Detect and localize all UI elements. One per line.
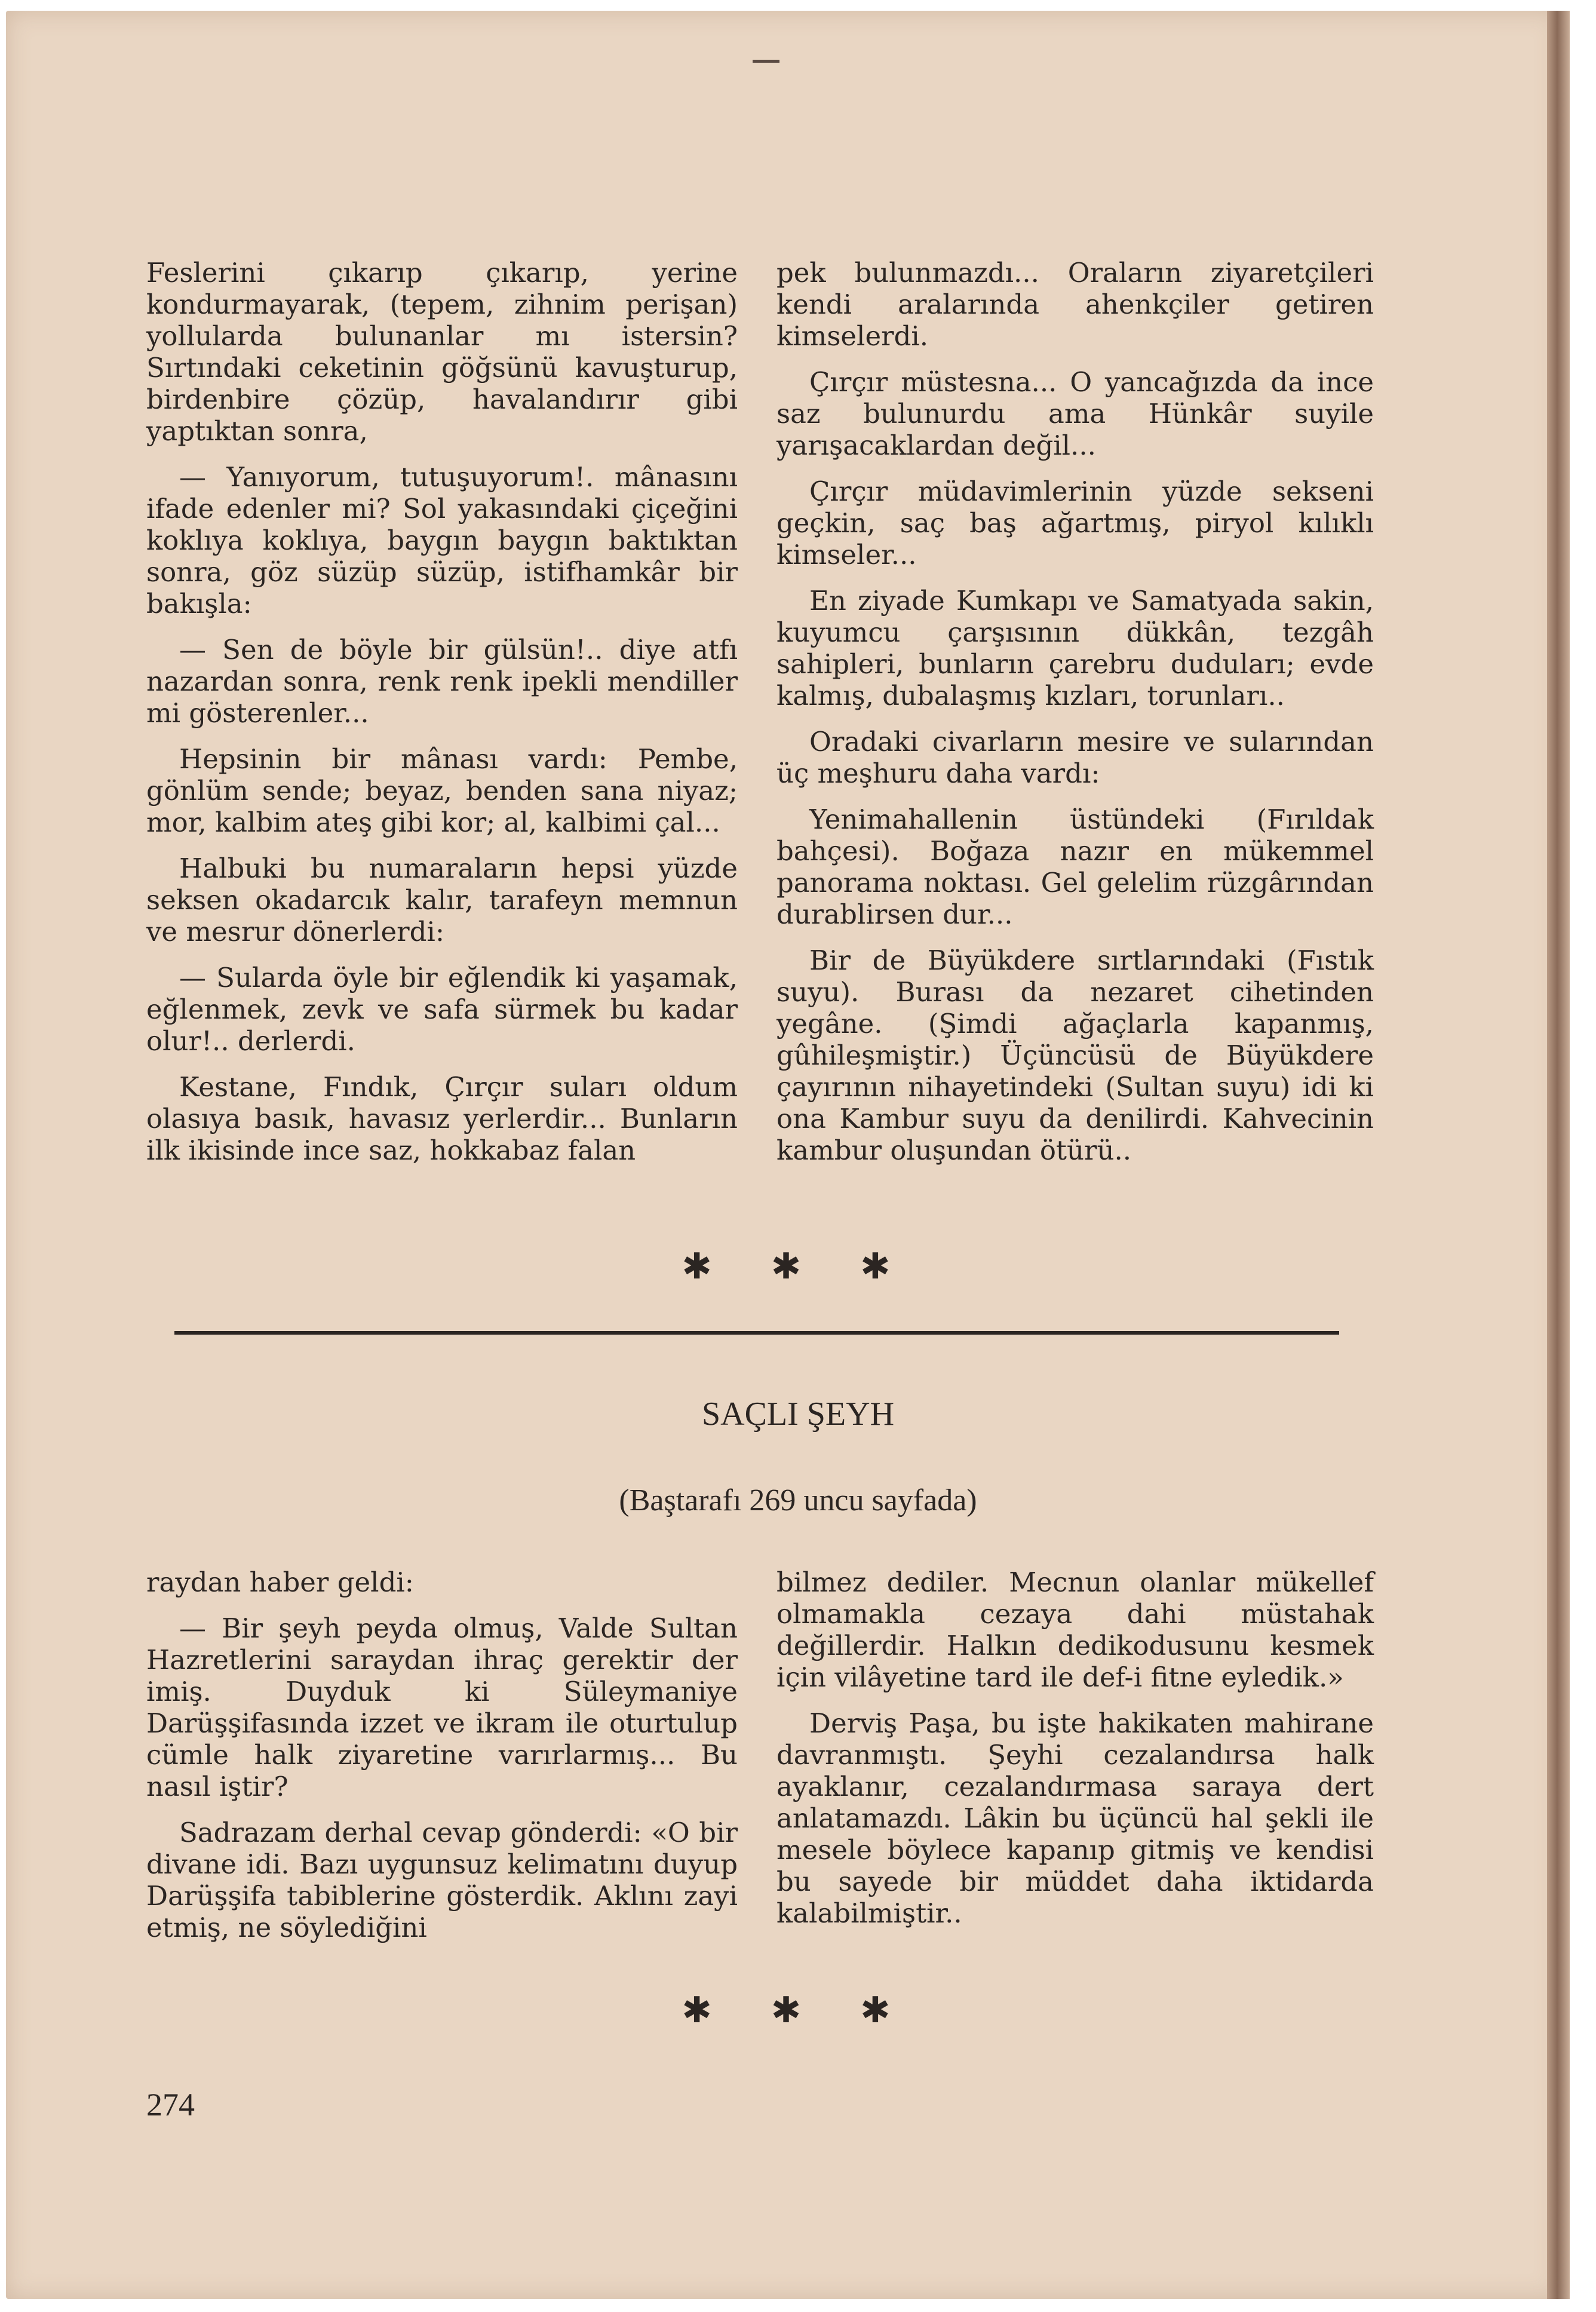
paragraph: pek bulunmazdı... Oraların ziyaretçileri kendi aralarında ahenkçiler getiren kimselerdi. [776,257,1374,352]
paragraph: — Yanıyorum, tutuşuyorum!. mânasını ifade edenler mi? Sol yakasındaki çiçeğini koklıya koklıya, baygın baygın baktıktan sonra, göz süzüp süzüp, istifhamkâr bir bakışla: [146,461,738,620]
article-right-column [776,1566,1374,1943]
paragraph: Yenimahallenin üstündeki (Fırıldak bahçesi). Boğaza nazır en mükemmel panorama noktası. Gel gelelim rüzgârından durablirsen dur... [776,804,1374,930]
bottom-stars: ✱ ✱ ✱ [682,1989,914,2031]
paragraph: bilmez dediler. Mecnun olanlar mükellef olmamakla cezaya dahi müstahak değillerdir. Halkın dedikodusunu kesmek için vilâyetine tard ile def-i fitne eyledik.» [776,1566,1374,1693]
article-subtitle: (Baştarafı 269 uncu sayfada) [619,1483,977,1517]
paragraph: — Bir şeyh peyda olmuş, Valde Sultan Hazretlerini saraydan ihraç gerektir der imiş. Duyduk ki Süleymaniye Darüşşifasında izzet ve ikram ile oturtulup cümle halk ziyaretine varırlarmış... Bu nasıl iştir? [146,1612,738,1802]
paragraph: Halbuki bu numaraların hepsi yüzde seksen okadarcık kalır, tarafeyn memnun ve mesrur dönerlerdi: [146,853,738,948]
top-right-column [776,257,1374,1180]
paragraph: Hepsinin bir mânası vardı: Pembe, gönlüm sende; beyaz, benden sana niyaz; mor, kalbim ateş gibi kor; al, kalbimi çal... [146,743,738,838]
paragraph: Derviş Paşa, bu işte hakikaten mahirane davranmıştı. Şeyhi cezalandırsa halk ayaklanır, cezalandırmasa saraya dert anlatamazdı. Lâkin bu üçüncü hal şekli ile mesele böylece kapanıp gitmiş ve kendisi bu sayede bir müddet daha iktidarda kalabilmiştir.. [776,1707,1374,1929]
article-title: SAÇLI ŞEYH [701,1396,895,1433]
top-mark [753,60,779,63]
page-edge-shadow [1547,11,1570,2299]
paragraph: Bir de Büyükdere sırtlarındaki (Fıstık suyu). Burası da nezaret cihetinden yegâne. (Şimdi ağaçlarla kapanmış, gûhileşmiştir.) Üçüncüsü de Büyükdere çayırının nihayetindeki (Sultan suyu) idi ki ona Kambur suyu da denilirdi. Kahvecinin kambur oluşundan ötürü.. [776,945,1374,1166]
paragraph: En ziyade Kumkapı ve Samatyada sakin, kuyumcu çarşısının dükkân, tezgâh sahipleri, bunların çarebru duduları; evde kalmış, dubalaşmış kızları, torunları.. [776,585,1374,712]
paragraph: Kestane, Fındık, Çırçır suları oldum olasıya basık, havasız yerlerdir... Bunların ilk ikisinde ince saz, hokkabaz falan [146,1071,738,1166]
top-left-column [146,257,738,1180]
paragraph: Feslerini çıkarıp çıkarıp, yerine kondurmayarak, (tepem, zihnim perişan) yollularda bulunanlar mı istersin? Sırtındaki ceketinin göğsünü kavuşturup, birdenbire çözüp, havalandırır gibi yaptıktan sonra, [146,257,738,447]
paragraph: Oradaki civarların mesire ve sularından üç meşhuru daha vardı: [776,726,1374,789]
paragraph: — Sen de böyle bir gülsün!.. diye atfı nazardan sonra, renk renk ipekli mendiller mi gösterenler... [146,634,738,729]
paragraph: Çırçır müstesna... O yancağızda da ince saz bulunurdu ama Hünkâr suyile yarışacaklardan değil... [776,366,1374,461]
article-left-column [146,1566,738,1958]
horizontal-rule [174,1331,1339,1335]
paragraph: Çırçır müdavimlerinin yüzde sekseni geçkin, saç baş ağartmış, piryol kılıklı kimseler... [776,476,1374,571]
separator-stars: ✱ ✱ ✱ [682,1246,914,1287]
paragraph: — Sularda öyle bir eğlendik ki yaşamak, eğlenmek, zevk ve safa sürmek bu kadar olur!.. derlerdi. [146,962,738,1057]
paragraph: Sadrazam derhal cevap gönderdi: «O bir divane idi. Bazı uygunsuz kelimatını duyup Darüşşifa tabiblerine gösterdik. Aklını zayi etmiş, ne söylediğini [146,1817,738,1943]
page-number: 274 [146,2087,195,2123]
paragraph: raydan haber geldi: [146,1566,414,1598]
